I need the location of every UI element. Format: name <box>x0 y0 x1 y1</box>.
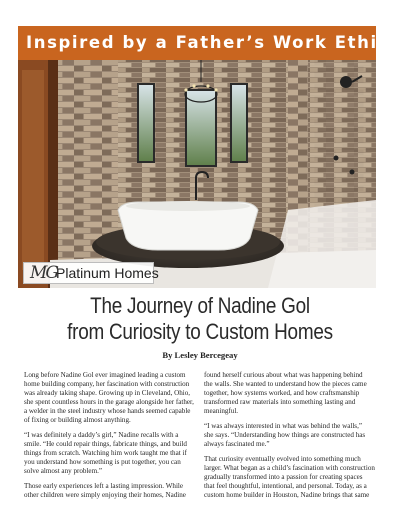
paragraph <box>204 371 380 416</box>
text-line: together, how systems worked, and how craftsmanship <box>204 389 360 397</box>
text-line: she spent countless hours in the garage alongside her father, <box>24 398 194 406</box>
text-line: she says. “Understanding how things are constructed has <box>204 431 366 439</box>
text-line: always fascinated me.” <box>204 440 270 448</box>
paragraph <box>204 422 380 449</box>
headline-line-2: from Curiosity to Custom Homes <box>67 319 333 344</box>
text-line: “I was definitely a daddy’s girl,” Nadine recalls with a <box>24 431 179 439</box>
text-line: smile. “He could repair things, fabricate things, and build <box>24 440 187 448</box>
text-line: you understand how something is put together, you can <box>24 458 181 466</box>
text-line: Long before Nadine Gol ever imagined leading a custom <box>24 371 186 379</box>
right-column <box>204 371 380 506</box>
paragraph <box>24 482 200 500</box>
text-line: “I was always interested in what was behind the walls,” <box>204 422 362 430</box>
text-line: was already taking shape. Growing up in Cleveland, Ohio, <box>24 389 191 397</box>
banner-title: Inspired by a Father’s Work Ethic: <box>26 33 398 52</box>
text-line: a welder in the steel industry whose hands seemed capable <box>24 407 191 415</box>
logo-mark: MG <box>30 263 57 283</box>
text-line: the walls. She wanted to understand how the pieces came <box>204 380 367 388</box>
paragraph <box>204 455 380 500</box>
bathroom-photo <box>18 60 376 288</box>
left-column <box>24 371 200 506</box>
byline: By Lesley Bercegeay <box>162 350 238 360</box>
text-line: home building company, her fascination with construction <box>24 380 190 388</box>
headline-line-1: The Journey of Nadine Gol <box>90 293 310 318</box>
text-line: That curiosity eventually evolved into something much <box>204 455 361 463</box>
platinum-homes-logo <box>23 262 159 284</box>
text-line: Those early experiences left a lasting impression. While <box>24 482 184 490</box>
text-line: meaningful. <box>204 407 239 415</box>
bathroom-illustration <box>18 60 376 288</box>
paragraph <box>24 371 200 425</box>
text-line: other children were simply enjoying their homes, Nadine <box>24 491 186 499</box>
text-line: of fixing or building almost anything. <box>24 416 131 424</box>
text-line: custom home builder in Houston, Nadine brings that same <box>204 491 370 499</box>
logo-text: Platinum Homes <box>56 265 159 281</box>
text-line: found herself curious about what was happening behind <box>204 371 363 379</box>
text-line: gradually transformed into a passion for creating spaces <box>204 473 363 481</box>
text-line: transformed raw materials into something lasting and <box>204 398 356 406</box>
paragraph <box>24 431 200 476</box>
text-line: larger. What began as a child’s fascination with construction <box>204 464 375 472</box>
text-line: things from scratch. Watching him work taught me that if <box>24 449 187 457</box>
section-banner <box>18 26 398 60</box>
text-line: solve almost any problem.” <box>24 467 103 475</box>
text-line: that feel thoughtful, intentional, and personal. Today, as a <box>204 482 367 490</box>
